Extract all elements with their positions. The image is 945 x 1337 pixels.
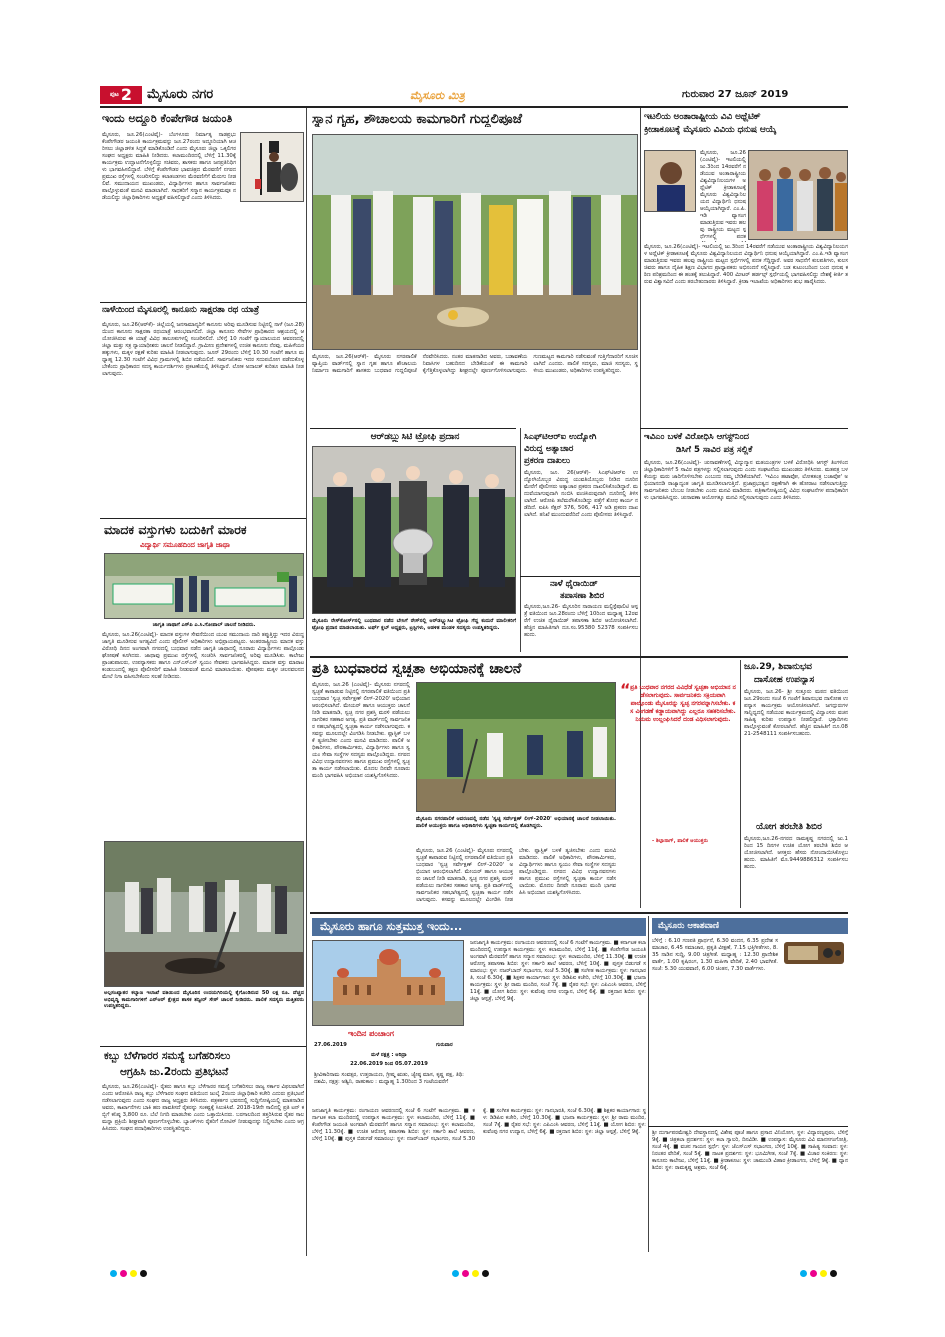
groundbreaking-photo-left	[104, 841, 304, 987]
registration-marks-right	[800, 1270, 860, 1280]
masthead: ಮೈಸೂರು ಮಿತ್ರ	[410, 89, 465, 102]
reg-dot	[810, 1270, 817, 1277]
kempegowda-photo	[240, 132, 304, 202]
italy-photo-group	[748, 150, 848, 240]
reg-dot	[110, 1270, 117, 1277]
italy-headline-1: ಇಟಲಿಯ ಅಂತಾರಾಷ್ಟ್ರೀಯ ವಿವಿ ಅಥ್ಲೆಟಿಕ್	[644, 112, 761, 122]
section-title: ಮೈಸೂರು ನಗರ	[147, 87, 214, 102]
swachhata-body: ಮೈಸೂರು, ಜೂ.26 (ಎಂಟಿವೈ)- ಮೈಸೂರು ನಗರದಲ್ಲಿ ಸ್ವಚ್ಛತೆ ಕಾಪಾಡುವ ನಿಟ್ಟಿನಲ್ಲಿ ನಗರಪಾಲಿಕೆ ವತಿಯಿಂದ ಪ್ರತಿ ಬುಧವಾರ 'ಸ್ವಚ್ಛ ಸರ್ವೇಕ್ಷಣ್ ಲೀಗ್-2020' ಅಭಿಯಾನ ಆರಂಭಿಸಲಾಗಿದೆ. ಮೇಯರ್ ಹಾಗೂ ಆಯುಕ್ತರು ಚಾಲನೆ ನೀಡಿ ಮಾತನಾಡಿ, ಸ್ವಚ್ಛ ನಗರ ಪ್ರಶಸ್ತಿ ಮರಳಿ ಪಡೆಯಲು ನಾಗರಿಕರ ಸಹಕಾರ ಅಗತ್ಯ. ಪ್ರತಿ ವಾರ್ಡ್‌ನಲ್ಲಿ ಸಾರ್ವಜನಿಕರ ಸಹಭಾಗಿತ್ವದಲ್ಲಿ ಸ್ವಚ್ಛತಾ ಕಾರ್ಯ ನಡೆಸಲಾಗುವುದು. ಕಸವನ್ನು ಮೂಲದಲ್ಲೇ ವಿಂಗಡಿಸಿ ನೀಡಬೇಕು. ಪ್ಲಾಸ್ಟಿಕ್ ಬಳಕೆ ತ್ಯಜಿಸಬೇಕು ಎಂದು ಮನವಿ ಮಾಡಿದರು. ಪಾಲಿಕೆ ಅಧಿಕಾರಿಗಳು, ಪೌರಕಾರ್ಮಿಕರು, ವಿದ್ಯಾರ್ಥಿಗಳು ಹಾಗೂ ಸ್ವಯಂ ಸೇವಾ ಸಂಸ್ಥೆಗಳ ಸದಸ್ಯರು ಪಾಲ್ಗೊಂಡಿದ್ದರು. ನಗರದ ವಿವಿಧ ಉದ್ಯಾನವನಗಳು ಹಾಗೂ ಪ್ರಮುಖ ರಸ್ತೆಗಳಲ್ಲಿ ಸ್ವಚ್ಛತಾ ಕಾರ್ಯ ನಡೆಸಲಾಯಿತು. ಮೊದಲ ದಿನವೇ ನೂರಾರು ಮಂದಿ ಭಾಗವಹಿಸಿ ಅಭಿಯಾನ ಯಶಸ್ವಿಗೊಳಿಸಿದರು.	[312, 682, 410, 779]
groundbreaking-caption-left: ಅಲ್ಪಸಂಖ್ಯಾತರ ಕಲ್ಯಾಣ ಇಲಾಖೆ ವತಿಯಿಂದ ಮೈಸೂರಿನ ಉದಯಗಿರಿಯಲ್ಲಿ ಕೈಗೊಂಡಿರುವ 50 ಲಕ್ಷ ರೂ. ವೆಚ್ಚದ ಅಭಿವೃದ್ಧಿ ಕಾಮಗಾರಿಗಳಿಗೆ ಎನ್‌ಆರ್ ಕ್ಷೇತ್ರದ ಶಾಸಕ ತನ್ವೀರ್ ಸೇಠ್ ಚಾಲನೆ ನೀಡಿದರು. ಪಾಲಿಕೆ ಸದಸ್ಯರು ಮತ್ತಿತರರು ಉಪಸ್ಥಿತರಿದ್ದರು.	[104, 990, 304, 1010]
reg-dot	[140, 1270, 147, 1277]
thyroid-headline-1: ನಾಳೆ ಥೈರಾಯಿಡ್	[550, 579, 598, 589]
reg-dot	[830, 1270, 837, 1277]
case-headline-3: ಪ್ರಕರಣ ದಾಖಲು	[524, 456, 571, 466]
swachhata-quote: ಪ್ರತಿ ಬುಧವಾರ ನಗರದ ವಿವಿಧೆಡೆ ಸ್ವಚ್ಛತಾ ಅಭಿಯಾನ ನಡೆಸಲಾಗುವುದು. ಸಾರ್ವಜನಿಕರು ಸಕ್ರಿಯವಾಗಿ ಪಾಲ್ಗೊಂಡು ಮೈಸೂರನ್ನು ಸ್ವಚ್ಛ ನಗರವನ್ನಾಗಿಸಬೇಕು. ಕಸ ವಿಂಗಡಣೆ ಕಡ್ಡಾಯವಾಗಿದ್ದು ಎಲ್ಲರೂ ಸಹಕರಿಸಬೇಕು. ನಿಯಮ ಉಲ್ಲಂಘಿಸಿದರೆ ದಂಡ ವಿಧಿಸಲಾಗುವುದು.	[630, 684, 736, 723]
bottom-right-body: ಶ್ರೀ ದುರ್ಗಾಪರಮೇಶ್ವರಿ ದೇವಸ್ಥಾನದಲ್ಲಿ ವಿಶೇಷ ಪೂಜೆ ಹಾಗೂ ಪ್ರಸಾದ ವಿನಿಯೋಗ, ಸ್ಥಳ: ವಿದ್ಯಾರಣ್ಯಪುರಂ, ಬೆಳಿಗ್ಗೆ 9ಕ್ಕೆ. ■ ಚಿತ್ರಕಲಾ ಪ್ರದರ್ಶನ: ಸ್ಥಳ: ಕಲಾ ಗ್ಯಾಲರಿ, ದಿನವಿಡೀ. ■ ಉಪನ್ಯಾಸ: ಮೈಸೂರು ವಿವಿ ಮಾನಸಗಂಗೋತ್ರಿ, ಸಂಜೆ 4ಕ್ಕೆ. ■ ವಚನ ಗಾಯನ ಸ್ಪರ್ಧೆ: ಸ್ಥಳ: ಜೆಎಸ್‌ಎಸ್ ಸಭಾಂಗಣ, ಬೆಳಿಗ್ಗೆ 10ಕ್ಕೆ. ■ ಸಾಹಿತ್ಯ ಸಂವಾದ: ಸ್ಥಳ: ನಿರಂತರ ವೇದಿಕೆ, ಸಂಜೆ 5ಕ್ಕೆ. ■ ನಾಟಕ ಪ್ರದರ್ಶನ: ಸ್ಥಳ: ಭೂಮಿಗೀತ, ಸಂಜೆ 7ಕ್ಕೆ. ■ ವಿಚಾರ ಸಂಕಿರಣ: ಸ್ಥಳ: ಕಾನೂನು ಕಾಲೇಜು, ಬೆಳಿಗ್ಗೆ 11ಕ್ಕೆ. ■ ಕ್ರೀಡಾಕೂಟ: ಸ್ಥಳ: ಚಾಮುಂಡಿ ವಿಹಾರ ಕ್ರೀಡಾಂಗಣ, ಬೆಳಿಗ್ಗೆ 9ಕ್ಕೆ. ■ ಧ್ಯಾನ ಶಿಬಿರ: ಸ್ಥಳ: ರಾಮಕೃಷ್ಣ ಆಶ್ರಮ, ಸಂಜೆ 6ಕ್ಕೆ.	[652, 1130, 848, 1171]
page-number-box	[100, 86, 142, 104]
snana-body: ಮೈಸೂರು, ಜೂ.26(ಆರ್‌ಕೆ)- ಮೈಸೂರು ನಗರಪಾಲಿಕೆ ವ್ಯಾಪ್ತಿಯ ವಾರ್ಡ್‌ನಲ್ಲಿ ಸ್ನಾನ ಗೃಹ ಹಾಗೂ ಶೌಚಾಲಯ ನಿರ್ಮಾಣ ಕಾಮಗಾರಿಗೆ ಶಾಸಕರು ಬುಧವಾರ ಗುದ್ದಲಿಪೂಜೆ ನೆರವೇರಿಸಿದರು. ನಂತರ ಮಾತನಾಡಿದ ಅವರು, ಬಡಾವಣೆಯ ನಿವಾಸಿಗಳ ಬಹುದಿನದ ಬೇಡಿಕೆಯಂತೆ ಈ ಕಾಮಗಾರಿ ಕೈಗೆತ್ತಿಕೊಳ್ಳಲಾಗಿದ್ದು ಶೀಘ್ರದಲ್ಲೇ ಪೂರ್ಣಗೊಳಿಸಲಾಗುವುದು. ಗುಣಮಟ್ಟದ ಕಾಮಗಾರಿ ನಡೆಸುವಂತೆ ಗುತ್ತಿಗೆದಾರರಿಗೆ ಸೂಚಿಸಲಾಗಿದೆ ಎಂದರು. ಪಾಲಿಕೆ ಸದಸ್ಯರು, ಮಾಜಿ ಸದಸ್ಯರು, ಸ್ಥಳೀಯ ಮುಖಂಡರು, ಅಧಿಕಾರಿಗಳು ಉಪಸ್ಥಿತರಿದ್ದರು.	[312, 354, 638, 374]
thyroid-body: ಮೈಸೂರು,ಜೂ.26- ಮೈಸೂರಿನ ನಾರಾಯಣ ಮಲ್ಟಿಸ್ಪೆಷಾಲಿಟಿ ಆಸ್ಪತ್ರೆ ವತಿಯಿಂದ ಜೂ.28ರಂದು ಬೆಳಿಗ್ಗೆ 10ರಿಂದ ಮಧ್ಯಾಹ್ನ 12ರವರೆಗೆ ಉಚಿತ ಥೈರಾಯಿಡ್ ತಪಾಸಣಾ ಶಿಬಿರ ಆಯೋಜಿಸಲಾಗಿದೆ. ಹೆಚ್ಚಿನ ಮಾಹಿತಿಗಾಗಿ ದೂ.ಸಂ.95380 52378 ಸಂಪರ್ಕಿಸಬಹುದು.	[524, 604, 638, 638]
case-headline-1: ಸಿಎಫ್‌ಟಿಆರ್‌ಐ ಉದ್ಯೋಗಿ	[524, 432, 597, 442]
reg-dot	[820, 1270, 827, 1277]
swachhata-quote-author: - ಶಿಲ್ಪಾನಾಗ್, ಪಾಲಿಕೆ ಆಯುಕ್ತರು	[652, 838, 708, 844]
akashavani-title-box	[652, 918, 848, 934]
italy-body-cont: ಮೈಸೂರು, ಜೂ.26(ಎಂಟಿವೈ)- ಇಟಲಿಯಲ್ಲಿ ಜು.3ರಿಂದ 14ರವರೆಗೆ ನಡೆಯುವ ಅಂತಾರಾಷ್ಟ್ರೀಯ ವಿಶ್ವವಿದ್ಯಾನಿಲಯಗಳ ಅಥ್ಲೆಟಿಕ್ ಕ್ರೀಡಾಕೂಟಕ್ಕೆ ಮೈಸೂರು ವಿಶ್ವವಿದ್ಯಾನಿಲಯದ ವಿದ್ಯಾರ್ಥಿನಿ ಧನುಷ ಆಯ್ಕೆಯಾಗಿದ್ದಾರೆ. ಎಂ.ಪಿ.ಇಡಿ ವ್ಯಾಸಂಗ ಮಾಡುತ್ತಿರುವ ಇವರು ಹಲವು ರಾಷ್ಟ್ರೀಯ ಮಟ್ಟದ ಸ್ಪರ್ಧೆಗಳಲ್ಲಿ ಪದಕ ಗೆದ್ದಿದ್ದಾರೆ. ಅವರ ಸಾಧನೆಗೆ ಕುಲಪತಿಗಳು, ಕುಲಸಚಿವರು ಹಾಗೂ ದೈಹಿಕ ಶಿಕ್ಷಣ ವಿಭಾಗದ ಪ್ರಾಧ್ಯಾಪಕರು ಅಭಿನಂದನೆ ಸಲ್ಲಿಸಿದ್ದಾರೆ. ಬಡ ಕುಟುಂಬದಿಂದ ಬಂದ ಧನುಷ ಕಠಿಣ ಪರಿಶ್ರಮದಿಂದ ಈ ಹಂತಕ್ಕೆ ತಲುಪಿದ್ದಾರೆ. 400 ಮೀಟರ್ ಹರ್ಡಲ್ಸ್ ಸ್ಪರ್ಧೆಯಲ್ಲಿ ಭಾಗವಹಿಸಲಿದ್ದು ದೇಶಕ್ಕೆ ಕೀರ್ತಿ ತರುವ ವಿಶ್ವಾಸವಿದೆ ಎಂದು ತರಬೇತುದಾರರು ತಿಳಿಸಿದ್ದಾರೆ. ಕ್ರೀಡಾ ಇಲಾಖೆಯ ಅಧಿಕಾರಿಗಳು ಶುಭ ಹಾರೈಸಿದರು.	[644, 244, 848, 285]
kanoonu-headline: ನಾಳೆಯಿಂದ ಮೈಸೂರಲ್ಲಿ ಕಾನೂನು ಸಾಕ್ಷರತಾ ರಥ ಯಾತ್ರೆ	[102, 305, 260, 315]
divider-case	[520, 428, 521, 652]
panchanga-nakshatra: ಮಳೆ ನಕ್ಷತ್ರ : ಆರಿದ್ರಾ	[371, 1052, 407, 1058]
maadaka-photo	[104, 553, 304, 619]
panchanga-day: ಗುರುವಾರ	[436, 1042, 453, 1048]
kanoonu-body: ಮೈಸೂರು, ಜೂ.26(ಆರ್‌ಕೆ)- ಜಿಲ್ಲೆಯಲ್ಲಿ ಜನಸಾಮಾನ್ಯರಿಗೆ ಕಾನೂನು ಅರಿವು ಮೂಡಿಸುವ ನಿಟ್ಟಿನಲ್ಲಿ ನಾಳೆ (ಜೂ.28)ಯಿಂದ ಕಾನೂನು ಸಾಕ್ಷರತಾ ರಥಯಾತ್ರೆ ಆರಂಭವಾಗಲಿದೆ. ಜಿಲ್ಲಾ ಕಾನೂನು ಸೇವೆಗಳ ಪ್ರಾಧಿಕಾರದ ಆಶ್ರಯದಲ್ಲಿ ಆಯೋಜಿಸಿರುವ ಈ ಯಾತ್ರೆ ವಿವಿಧ ತಾಲೂಕುಗಳಲ್ಲಿ ಸಂಚರಿಸಲಿದೆ. ಬೆಳಿಗ್ಗೆ 10 ಗಂಟೆಗೆ ನ್ಯಾಯಾಲಯದ ಆವರಣದಲ್ಲಿ ಜಿಲ್ಲಾ ಮತ್ತು ಸತ್ರ ನ್ಯಾಯಾಧೀಶರು ಚಾಲನೆ ನೀಡಲಿದ್ದಾರೆ. ಗ್ರಾಮೀಣ ಪ್ರದೇಶಗಳಲ್ಲಿ ಉಚಿತ ಕಾನೂನು ನೆರವು, ಮಹಿಳೆಯರ ಹಕ್ಕುಗಳು, ಮಕ್ಕಳ ರಕ್ಷಣೆ ಕುರಿತು ಮಾಹಿತಿ ನೀಡಲಾಗುವುದು. ಜೂನ್ 29ರಂದು ಬೆಳಿಗ್ಗೆ 10.30 ಗಂಟೆಗೆ ಹಾಗೂ ಮಧ್ಯಾಹ್ನ 12.30 ಗಂಟೆಗೆ ವಿವಿಧ ಗ್ರಾಮಗಳಲ್ಲಿ ಶಿಬಿರ ನಡೆಯಲಿದೆ. ಸಾರ್ವಜನಿಕರು ಇದರ ಸದುಪಯೋಗ ಪಡೆದುಕೊಳ್ಳಬೇಕೆಂದು ಪ್ರಾಧಿಕಾರದ ಸದಸ್ಯ ಕಾರ್ಯದರ್ಶಿಗಳು ಪ್ರಕಟಣೆಯಲ್ಲಿ ತಿಳಿಸಿದ್ದಾರೆ. ಲೋಕ ಅದಾಲತ್ ಕುರಿತೂ ಮಾಹಿತಿ ನೀಡಲಾಗುವುದು.	[102, 322, 304, 377]
registration-marks-center	[452, 1270, 512, 1280]
yoga-body: ಮೈಸೂರು,ಜೂ.26-ನಗರದ ರಾಮಕೃಷ್ಣ ನಗರದಲ್ಲಿ ಜು.1ರಿಂದ 15 ದಿನಗಳ ಉಚಿತ ಯೋಗ ತರಬೇತಿ ಶಿಬಿರ ಆಯೋಜಿಸಲಾಗಿದೆ. ಆಸಕ್ತರು ಹೆಸರು ನೋಂದಾಯಿಸಿಕೊಳ್ಳಬಹುದು. ಮಾಹಿತಿಗೆ ಮೊ.9449886312 ಸಂಪರ್ಕಿಸಬಹುದು.	[744, 836, 848, 870]
reg-dot	[130, 1270, 137, 1277]
radio-icon	[782, 938, 846, 966]
divider-evm	[640, 428, 848, 429]
swachhata-photo	[416, 682, 616, 812]
divider-trophy	[310, 428, 516, 429]
thyroid-headline-2: ತಪಾಸಣಾ ಶಿಬಿರ	[560, 591, 605, 601]
header-rule	[100, 106, 848, 108]
snana-headline: ಸ್ನಾನ ಗೃಹ, ಶೌಚಾಲಯ ಕಾಮಗಾರಿಗೆ ಗುದ್ದಲಿಪೂಜೆ	[312, 112, 522, 127]
maadaka-headline: ಮಾದಕ ವಸ್ತುಗಳು ಬದುಕಿಗೆ ಮಾರಕ	[104, 522, 247, 537]
reg-dot	[120, 1270, 127, 1277]
palace-photo	[312, 940, 464, 1026]
reg-dot	[472, 1270, 479, 1277]
reg-dot	[462, 1270, 469, 1277]
reg-dot	[482, 1270, 489, 1277]
swachhata-headline: ಪ್ರತಿ ಬುಧವಾರದ ಸ್ವಚ್ಛತಾ ಅಭಿಯಾನಕ್ಕೆ ಚಾಲನೆ	[312, 661, 522, 677]
italy-headline-2: ಕ್ರೀಡಾಕೂಟಕ್ಕೆ ಮೈಸೂರು ವಿವಿಯ ಧನುಷ ಆಯ್ಕೆ	[644, 125, 777, 135]
maadaka-subhead: ವಿದ್ಯಾರ್ಥಿ ಸಮೂಹದಿಂದ ಜಾಗೃತಿ ಜಾಥಾ	[140, 541, 230, 549]
akashavani-title: ಮೈಸೂರು ಆಕಾಶವಾಣಿ	[658, 921, 719, 931]
divider-maadaka	[100, 518, 306, 519]
panchanga-period: 22.06.2019 ರಿಂದ 05.07.2019	[350, 1061, 428, 1067]
newspaper-page	[100, 86, 848, 1256]
maadaka-caption: ಜಾಗೃತಿ ಜಾಥಾಗೆ ಎಸ್‌ಪಿ ಎ.ಸಿ.ಗೋಪಾಲ್ ಚಾಲನೆ ನೀಡಿದರು.	[152, 622, 256, 628]
divider-kanoonu	[100, 302, 306, 303]
panchanga-body: ಶ್ರೀವಿಕಾರಿನಾಮ ಸಂವತ್ಸರ, ಉತ್ತರಾಯಣ, ಗ್ರೀಷ್ಮ ಋತು, ಜ್ಯೇಷ್ಠ ಮಾಸ, ಕೃಷ್ಣ ಪಕ್ಷ, ತಿಥಿ: ದಶಮಿ, ನಕ್ಷತ್ರ: ಅಶ್ವಿನಿ, ರಾಹುಕಾಲ : ಮಧ್ಯಾಹ್ನ 1.30ರಿಂದ 3 ಗಂಟೆಯವರೆಗೆ	[314, 1072, 464, 1085]
divider-kabbu	[100, 1046, 306, 1047]
page-label: ಪುಟ	[110, 91, 119, 98]
reg-dot	[800, 1270, 807, 1277]
panchanga-date: 27.06.2019	[314, 1042, 347, 1048]
kabbu-body: ಮೈಸೂರು, ಜೂ.26(ಎಂಟಿವೈ)- ರೈತರು ಹಾಗೂ ಕಬ್ಬು ಬೆಳೆಗಾರರ ಸಮಸ್ಯೆ ಬಗೆಹರಿಸಲು ರಾಜ್ಯ ಸರ್ಕಾರ ವಿಫಲವಾಗಿದೆ ಎಂದು ಆರೋಪಿಸಿ ರಾಜ್ಯ ಕಬ್ಬು ಬೆಳೆಗಾರರ ಸಂಘದ ವತಿಯಿಂದ ಜುಲೈ 2ರಂದು ಜಿಲ್ಲಾಧಿಕಾರಿ ಕಚೇರಿ ಎದುರು ಪ್ರತಿಭಟನೆ ನಡೆಸಲಾಗುವುದು ಎಂದು ಸಂಘದ ರಾಜ್ಯ ಅಧ್ಯಕ್ಷರು ತಿಳಿಸಿದರು. ಪತ್ರಕರ್ತರ ಭವನದಲ್ಲಿ ಸುದ್ದಿಗೋಷ್ಠಿಯಲ್ಲಿ ಮಾತನಾಡಿದ ಅವರು, ಕಾರ್ಖಾನೆಗಳು ಬಾಕಿ ಹಣ ಪಾವತಿಸದೆ ರೈತರನ್ನು ಸಂಕಷ್ಟಕ್ಕೆ ಸಿಲುಕಿಸಿವೆ. 2018-19ನೇ ಸಾಲಿನಲ್ಲಿ ಪ್ರತಿ ಟನ್ ಕಬ್ಬಿಗೆ ಕನಿಷ್ಠ 3,800 ರೂ. ಬೆಲೆ ನಿಗದಿ ಮಾಡಬೇಕು ಎಂದು ಒತ್ತಾಯಿಸಿದರು. ಬರಗಾಲದಿಂದ ತತ್ತರಿಸಿರುವ ರೈತರ ಸಾಲ ಮನ್ನಾ ಪ್ರಕ್ರಿಯೆ ಶೀಘ್ರವಾಗಿ ಪೂರ್ಣಗೊಳ್ಳಬೇಕು. ಬ್ಯಾಂಕ್‌ಗಳು ರೈತರಿಗೆ ನೋಟಿಸ್ ನೀಡುವುದನ್ನು ನಿಲ್ಲಿಸಬೇಕು ಎಂದು ಆಗ್ರಹಿಸಿದರು. ಸಂಘದ ಪದಾಧಿಕಾರಿಗಳು ಉಪಸ್ಥಿತರಿದ್ದರು.	[102, 1084, 304, 1132]
col-divider-left	[306, 108, 307, 1256]
page-number: 2	[120, 85, 132, 104]
indu-banner-text: ಮೈಸೂರು ಹಾಗೂ ಸುತ್ತಮುತ್ತ ಇಂದು...	[320, 920, 463, 933]
snana-photo	[312, 134, 638, 350]
quote-mark: “	[620, 680, 631, 699]
case-body: ಮೈಸೂರು, ಜೂ. 26(ಆರ್‌ಕೆ)- ಸಿಎಫ್‌ಟಿಆರ್‌ಐ ಉದ್ಯೋಗಿಯೊಬ್ಬರ ವಿರುದ್ಧ ಯುವತಿಯೊಬ್ಬರು ನೀಡಿದ ದೂರಿನ ಮೇರೆಗೆ ಪೊಲೀಸರು ಅತ್ಯಾಚಾರ ಪ್ರಕರಣ ದಾಖಲಿಸಿಕೊಂಡಿದ್ದಾರೆ. ಮದುವೆಯಾಗುವುದಾಗಿ ನಂಬಿಸಿ ವಂಚಿಸಿರುವುದಾಗಿ ದೂರಿನಲ್ಲಿ ತಿಳಿಸಲಾಗಿದೆ. ಆರೋಪಿ ತಲೆಮರೆಸಿಕೊಂಡಿದ್ದು ಪತ್ತೆಗೆ ಶೋಧ ಕಾರ್ಯ ನಡೆದಿದೆ. ಐಪಿಸಿ ಸೆಕ್ಷನ್ 376, 506, 417 ಅಡಿ ಪ್ರಕರಣ ದಾಖಲಾಗಿದೆ. ತನಿಖೆ ಮುಂದುವರೆದಿದೆ ಎಂದು ಪೊಲೀಸರು ತಿಳಿಸಿದ್ದಾರೆ.	[524, 470, 638, 518]
trophy-photo	[312, 446, 516, 614]
yoga-headline: ಯೋಗ ತರಬೇತಿ ಶಿಬಿರ	[756, 822, 822, 832]
evm-body: ಮೈಸೂರು, ಜೂ.26(ಎಂಟಿವೈ)- ಚುನಾವಣೆಗಳಲ್ಲಿ ವಿದ್ಯುನ್ಮಾನ ಮತಯಂತ್ರಗಳ ಬಳಕೆ ವಿರೋಧಿಸಿ ಆಗಸ್ಟ್ ತಿಂಗಳಿಂದ ಜಿಲ್ಲಾಧಿಕಾರಿಗಳಿಗೆ 5 ಸಾವಿರ ಪತ್ರಗಳನ್ನು ಸಲ್ಲಿಸಲಾಗುವುದು ಎಂದು ಸಂಘಟನೆಯ ಮುಖಂಡರು ತಿಳಿಸಿದರು. ಮತಪತ್ರ ಬಳಕೆಯನ್ನು ಮರು ಜಾರಿಗೊಳಿಸಬೇಕು ಎಂಬುದು ನಮ್ಮ ಬೇಡಿಕೆಯಾಗಿದೆ. 'ಇವಿಎಂ ಹಟಾವೋ, ಲೋಕತಂತ್ರ ಬಚಾವೋ' ಅಭಿಯಾನದಡಿ ರಾಜ್ಯಾದ್ಯಂತ ಜಾಗೃತಿ ಮೂಡಿಸಲಾಗುತ್ತಿದೆ. ಪ್ರಜಾಪ್ರಭುತ್ವದ ರಕ್ಷಣೆಗಾಗಿ ಈ ಹೋರಾಟ ನಡೆಸಲಾಗುತ್ತಿದ್ದು ಸಾರ್ವಜನಿಕರು ಬೆಂಬಲ ನೀಡಬೇಕು ಎಂದು ಮನವಿ ಮಾಡಿದರು. ಪತ್ರಿಕಾಗೋಷ್ಠಿಯಲ್ಲಿ ವಿವಿಧ ಸಂಘಟನೆಗಳ ಪದಾಧಿಕಾರಿಗಳು ಭಾಗವಹಿಸಿದ್ದರು. ಚುನಾವಣಾ ಆಯೋಗಕ್ಕೂ ಮನವಿ ಸಲ್ಲಿಸಲಾಗುವುದು ಎಂದು ತಿಳಿಸಿದರು.	[644, 460, 848, 501]
trophy-headline: ಆರ್‌ಡಬ್ಲ್ಯುಸಿಟಿ ಟ್ರೋಫಿ ಪ್ರದಾನ	[370, 432, 460, 442]
akashavani-body: ಬೆಳಿಗ್ಗೆ : 6.10 ಗಣಪತಿ ಪ್ರಾರ್ಥನೆ, 6.30 ವಂದನ, 6.35 ಪ್ರದೇಶ ಸಮಾಚಾರ, 6.45 ಸಮಾಚಾರ, ಪ್ರಕೃತಿ ವೀಕ್ಷಣೆ, 7.15 ಭಕ್ತಿಗೀತೆಗಳು, 8.35 ನಾಡಿನ ಸುದ್ದಿ, 9.00 ಚಿತ್ರಗೀತೆ. ಮಧ್ಯಾಹ್ನ : 12.30 ಪ್ರಾದೇಶಿಕ ವಾರ್ತೆ, 1.00 ಕೃಷಿರಂಗ, 1.30 ಮಹಿಳಾ ವೇದಿಕೆ, 2.40 ಭಾವಗೀತೆ. ಸಂಜೆ: 5.30 ಯುವವಾಣಿ, 6.00 ಚಿಂತನ, 7.30 ವಾರ್ತೆಗಳು.	[652, 938, 778, 972]
divider-thyroid	[520, 576, 640, 577]
divider-akashavani	[648, 916, 649, 1252]
kabbu-headline-2: ಆಗ್ರಹಿಸಿ ಜು.2ರಂದು ಪ್ರತಿಭಟನೆ	[120, 1066, 229, 1078]
swachhata-caption: ಮೈಸೂರು ನಗರಪಾಲಿಕೆ ಆವರಣದಲ್ಲಿ ನಡೆದ 'ಸ್ವಚ್ಛ ಸರ್ವೇಕ್ಷಣ್ ಲೀಗ್-2020' ಅಭಿಯಾನಕ್ಕೆ ಚಾಲನೆ ನೀಡಲಾಯಿತು. ಪಾಲಿಕೆ ಆಯುಕ್ತರು ಹಾಗೂ ಅಧಿಕಾರಿಗಳು ಸ್ವಚ್ಛತಾ ಕಾರ್ಯದಲ್ಲಿ ತೊಡಗಿದ್ದರು.	[416, 816, 616, 829]
kempegowda-body-1: ಮೈಸೂರು, ಜೂ.26(ಎಂಟಿವೈ)- ಬೆಂಗಳೂರು ನಿರ್ಮಾತೃ ನಾಡಪ್ರಭು ಕೆಂಪೇಗೌಡರ ಜಯಂತಿ ಕಾರ್ಯಕ್ರಮವನ್ನು ಜೂ.27ರಂದು ಅದ್ದೂರಿಯಾಗಿ ಆಚರಿಸಲು ಜಿಲ್ಲಾಡಳಿತ ಸಿದ್ಧತೆ ಮಾಡಿಕೊಂಡಿದೆ ಎಂದು ಮೈಸೂರು ಜಿಲ್ಲಾ ಒಕ್ಕಲಿಗರ ಸಂಘದ ಅಧ್ಯಕ್ಷರು ಮಾಹಿತಿ ನೀಡಿದರು. ಕಲಾಮಂದಿರದಲ್ಲಿ ಬೆಳಿಗ್ಗೆ 11.30ಕ್ಕೆ ಕಾರ್ಯಕ್ರಮ ಉದ್ಘಾಟನೆಗೊಳ್ಳಲಿದ್ದು ಸಚಿವರು, ಶಾಸಕರು ಹಾಗೂ ಜನಪ್ರತಿನಿಧಿಗಳು ಭಾಗವಹಿಸಲಿದ್ದಾರೆ. ಬೆಳಿಗ್ಗೆ ಕೆಂಪೇಗೌಡರ ಭಾವಚಿತ್ರದ ಮೆರವಣಿಗೆ ನಗರದ ಪ್ರಮುಖ ರಸ್ತೆಗಳಲ್ಲಿ ಸಂಚರಿಸಲಿದ್ದು ಕಲಾತಂಡಗಳು ಮೆರವಣಿಗೆಗೆ ಮೆರುಗು ನೀಡಲಿವೆ. ಸಮುದಾಯದ ಮುಖಂಡರು, ವಿದ್ಯಾರ್ಥಿಗಳು ಹಾಗೂ ಸಾರ್ವಜನಿಕರು ಪಾಲ್ಗೊಳ್ಳುವಂತೆ ಮನವಿ ಮಾಡಲಾಗಿದೆ. ಸಾಧಕರಿಗೆ ಸನ್ಮಾನ ಕಾರ್ಯಕ್ರಮವೂ ನಡೆಯಲಿದ್ದು ಜಿಲ್ಲಾಧಿಕಾರಿಗಳು ಅಧ್ಯಕ್ಷತೆ ವಹಿಸಲಿದ್ದಾರೆ ಎಂದು ತಿಳಿಸಿದರು.	[102, 132, 236, 201]
maadaka-body: ಮೈಸೂರು, ಜೂ.26(ಎಂಟಿವೈ)- ಮಾದಕ ವಸ್ತುಗಳ ಸೇವನೆಯಿಂದ ಯುವ ಸಮುದಾಯ ದಾರಿ ತಪ್ಪುತ್ತಿದ್ದು ಇದರ ವಿರುದ್ಧ ಜಾಗೃತಿ ಮೂಡಿಸುವ ಅಗತ್ಯವಿದೆ ಎಂದು ಪೊಲೀಸ್ ಅಧಿಕಾರಿಗಳು ಅಭಿಪ್ರಾಯಪಟ್ಟರು. ಅಂತರರಾಷ್ಟ್ರೀಯ ಮಾದಕ ವಸ್ತು ವಿರೋಧಿ ದಿನದ ಅಂಗವಾಗಿ ನಗರದಲ್ಲಿ ಬುಧವಾರ ನಡೆದ ಜಾಗೃತಿ ಜಾಥಾದಲ್ಲಿ ನೂರಾರು ವಿದ್ಯಾರ್ಥಿಗಳು ಪಾಲ್ಗೊಂಡು ಘೋಷಣೆ ಕೂಗಿದರು. ಜಾಥಾವು ಪ್ರಮುಖ ರಸ್ತೆಗಳಲ್ಲಿ ಸಂಚರಿಸಿ ಸಾರ್ವಜನಿಕರಲ್ಲಿ ಅರಿವು ಮೂಡಿಸಿತು. ಕಾಲೇಜು ಪ್ರಾಂಶುಪಾಲರು, ಉಪನ್ಯಾಸಕರು ಹಾಗೂ ಎನ್‌ಎಸ್‌ಎಸ್ ಸ್ವಯಂ ಸೇವಕರು ಭಾಗವಹಿಸಿದ್ದರು. ಮಾದಕ ವಸ್ತು ಮಾರಾಟ ಕಂಡುಬಂದಲ್ಲಿ ತಕ್ಷಣ ಪೊಲೀಸರಿಗೆ ಮಾಹಿತಿ ನೀಡುವಂತೆ ಮನವಿ ಮಾಡಲಾಯಿತು. ಪೋಷಕರು ಮಕ್ಕಳ ಚಲನವಲನದ ಮೇಲೆ ನಿಗಾ ವಹಿಸಬೇಕೆಂದು ಸಲಹೆ ನೀಡಿದರು.	[102, 632, 304, 680]
italy-photo-portrait	[644, 150, 696, 212]
registration-marks-left	[110, 1270, 170, 1280]
dasoha-headline-1: ಜೂ.29, ಶಿವಾನುಭವ	[744, 662, 812, 672]
divider-dasoha	[740, 660, 741, 908]
divider-bottom	[310, 912, 848, 914]
issue-date: ಗುರುವಾರ 27 ಜೂನ್ 2019	[682, 89, 789, 100]
reg-dot	[452, 1270, 459, 1277]
swachhata-body-2: ಮೈಸೂರು, ಜೂ.26 (ಎಂಟಿವೈ)- ಮೈಸೂರು ನಗರದಲ್ಲಿ ಸ್ವಚ್ಛತೆ ಕಾಪಾಡುವ ನಿಟ್ಟಿನಲ್ಲಿ ನಗರಪಾಲಿಕೆ ವತಿಯಿಂದ ಪ್ರತಿ ಬುಧವಾರ 'ಸ್ವಚ್ಛ ಸರ್ವೇಕ್ಷಣ್ ಲೀಗ್-2020' ಅಭಿಯಾನ ಆರಂಭಿಸಲಾಗಿದೆ. ಮೇಯರ್ ಹಾಗೂ ಆಯುಕ್ತರು ಚಾಲನೆ ನೀಡಿ ಮಾತನಾಡಿ, ಸ್ವಚ್ಛ ನಗರ ಪ್ರಶಸ್ತಿ ಮರಳಿ ಪಡೆಯಲು ನಾಗರಿಕರ ಸಹಕಾರ ಅಗತ್ಯ. ಪ್ರತಿ ವಾರ್ಡ್‌ನಲ್ಲಿ ಸಾರ್ವಜನಿಕರ ಸಹಭಾಗಿತ್ವದಲ್ಲಿ ಸ್ವಚ್ಛತಾ ಕಾರ್ಯ ನಡೆಸಲಾಗುವುದು. ಕಸವನ್ನು ಮೂಲದಲ್ಲೇ ವಿಂಗಡಿಸಿ ನೀಡಬೇಕು. ಪ್ಲಾಸ್ಟಿಕ್ ಬಳಕೆ ತ್ಯಜಿಸಬೇಕು ಎಂದು ಮನವಿ ಮಾಡಿದರು. ಪಾಲಿಕೆ ಅಧಿಕಾರಿಗಳು, ಪೌರಕಾರ್ಮಿಕರು, ವಿದ್ಯಾರ್ಥಿಗಳು ಹಾಗೂ ಸ್ವಯಂ ಸೇವಾ ಸಂಸ್ಥೆಗಳ ಸದಸ್ಯರು ಪಾಲ್ಗೊಂಡಿದ್ದರು. ನಗರದ ವಿವಿಧ ಉದ್ಯಾನವನಗಳು ಹಾಗೂ ಪ್ರಮುಖ ರಸ್ತೆಗಳಲ್ಲಿ ಸ್ವಚ್ಛತಾ ಕಾರ್ಯ ನಡೆಸಲಾಯಿತು. ಮೊದಲ ದಿನವೇ ನೂರಾರು ಮಂದಿ ಭಾಗವಹಿಸಿ ಅಭಿಯಾನ ಯಶಸ್ವಿಗೊಳಿಸಿದರು.	[416, 848, 616, 903]
indu-banner	[312, 918, 646, 936]
trophy-caption: ಮೈಸೂರು ರೇಸ್‌ಕೋರ್ಸ್‌ನಲ್ಲಿ ಬುಧವಾರ ನಡೆದ ಬೇಸಿಗೆ ರೇಸ್‌ನಲ್ಲಿ ಆರ್‌ಡಬ್ಲ್ಯುಸಿಟಿ ಟ್ರೋಫಿ ಗೆದ್ದ ಕುದುರೆ ಮಾಲೀಕರಿಗೆ ಟ್ರೋಫಿ ಪ್ರದಾನ ಮಾಡಲಾಯಿತು. ಟರ್ಫ್ ಕ್ಲಬ್ ಅಧ್ಯಕ್ಷರು, ಟ್ರಸ್ಟಿಗಳು, ಆಡಳಿತ ಮಂಡಳಿ ಸದಸ್ಯರು ಉಪಸ್ಥಿತರಿದ್ದರು.	[312, 618, 516, 631]
indu-body: ಜನಜಾಗೃತಿ ಕಾರ್ಯಕ್ರಮ: ರಂಗಾಯಣ ಆವರಣದಲ್ಲಿ ಸಂಜೆ 6 ಗಂಟೆಗೆ ಕಾರ್ಯಕ್ರಮ. ■ ಕರ್ನಾಟಕ ಕಲಾ ಮಂದಿರದಲ್ಲಿ ಉಪನ್ಯಾಸ ಕಾರ್ಯಕ್ರಮ: ಸ್ಥಳ: ಕಲಾಮಂದಿರ, ಬೆಳಿಗ್ಗೆ 11ಕ್ಕೆ. ■ ಕೆಂಪೇಗೌಡ ಜಯಂತಿ ಅಂಗವಾಗಿ ಮೆರವಣಿಗೆ ಹಾಗೂ ಸನ್ಮಾನ ಸಮಾರಂಭ: ಸ್ಥಳ: ಕಲಾಮಂದಿರ, ಬೆಳಿಗ್ಗೆ 11.30ಕ್ಕೆ. ■ ಉಚಿತ ಆರೋಗ್ಯ ತಪಾಸಣಾ ಶಿಬಿರ: ಸ್ಥಳ: ಸರ್ಕಾರಿ ಶಾಲೆ ಆವರಣ, ಬೆಳಿಗ್ಗೆ 10ಕ್ಕೆ. ■ ಪುಸ್ತಕ ಬಿಡುಗಡೆ ಸಮಾರಂಭ: ಸ್ಥಳ: ನಜರ್‌ಬಾದ್ ಸಭಾಂಗಣ, ಸಂಜೆ 5.30ಕ್ಕೆ. ■ ಸಂಗೀತ ಕಾರ್ಯಕ್ರಮ: ಸ್ಥಳ: ಗಾನಭಾರತಿ, ಸಂಜೆ 6.30ಕ್ಕೆ. ■ ಶಿಕ್ಷಕರ ಕಾರ್ಯಾಗಾರ: ಸ್ಥಳ: ಡಿಡಿಪಿಐ ಕಚೇರಿ, ಬೆಳಿಗ್ಗೆ 10.30ಕ್ಕೆ. ■ ಭಜನಾ ಕಾರ್ಯಕ್ರಮ: ಸ್ಥಳ: ಶ್ರೀ ರಾಮ ಮಂದಿರ, ಸಂಜೆ 7ಕ್ಕೆ. ■ ರೈತರ ಸಭೆ: ಸ್ಥಳ: ಎಪಿಎಂಸಿ ಆವರಣ, ಬೆಳಿಗ್ಗೆ 11ಕ್ಕೆ. ■ ಯೋಗ ಶಿಬಿರ: ಸ್ಥಳ: ಕುವೆಂಪು ನಗರ ಉದ್ಯಾನ, ಬೆಳಿಗ್ಗೆ 6ಕ್ಕೆ. ■ ರಕ್ತದಾನ ಶಿಬಿರ: ಸ್ಥಳ: ಜಿಲ್ಲಾ ಆಸ್ಪತ್ರೆ, ಬೆಳಿಗ್ಗೆ 9ಕ್ಕೆ.	[470, 940, 646, 1002]
divider-swachhata	[310, 656, 848, 658]
divider-bottom-right	[648, 1126, 848, 1127]
dasoha-body: ಮೈಸೂರು, ಜೂ.26- ಶ್ರೀ ಸುತ್ತೂರು ಮಠದ ವತಿಯಿಂದ ಜೂ.29ರಂದು ಸಂಜೆ 6 ಗಂಟೆಗೆ ಶಿವಾನುಭವ ದಾಸೋಹ ಉಪನ್ಯಾಸ ಕಾರ್ಯಕ್ರಮ ಆಯೋಜಿಸಲಾಗಿದೆ. ಜಗದ್ಗುರುಗಳ ಸಾನ್ನಿಧ್ಯದಲ್ಲಿ ನಡೆಯುವ ಕಾರ್ಯಕ್ರಮದಲ್ಲಿ ವಿದ್ವಾಂಸರು ವಚನ ಸಾಹಿತ್ಯ ಕುರಿತು ಉಪನ್ಯಾಸ ನೀಡಲಿದ್ದಾರೆ. ಭಕ್ತಾದಿಗಳು ಪಾಲ್ಗೊಳ್ಳುವಂತೆ ಕೋರಲಾಗಿದೆ. ಹೆಚ್ಚಿನ ಮಾಹಿತಿಗೆ ದೂ.0821-2548111 ಸಂಪರ್ಕಿಸಬಹುದು.	[744, 689, 848, 737]
kabbu-headline-1: ಕಬ್ಬು ಬೆಳೆಗಾರರ ಸಮಸ್ಯೆ ಬಗೆಹರಿಸಲು	[104, 1050, 231, 1062]
case-headline-2: ವಿರುದ್ಧ ಅತ್ಯಾಚಾರ	[524, 444, 574, 454]
dasoha-headline-2: ದಾಸೋಹ ಉಪನ್ಯಾಸ	[754, 675, 815, 685]
kempegowda-headline: ಇಂದು ಅದ್ದೂರಿ ಕೆಂಪೇಗೌಡ ಜಯಂತಿ	[102, 112, 233, 125]
evm-headline-2: ಡಿಸಿಗೆ 5 ಸಾವಿರ ಪತ್ರ ಸಲ್ಲಿಕೆ	[676, 445, 753, 455]
swachhata-quote-box	[620, 682, 738, 908]
italy-body: ಮೈಸೂರು, ಜೂ.26(ಎಂಟಿವೈ)- ಇಟಲಿಯಲ್ಲಿ ಜು.3ರಿಂದ 14ರವರೆಗೆ ನಡೆಯುವ ಅಂತಾರಾಷ್ಟ್ರೀಯ ವಿಶ್ವವಿದ್ಯಾನಿಲಯಗಳ ಅಥ್ಲೆಟಿಕ್ ಕ್ರೀಡಾಕೂಟಕ್ಕೆ ಮೈಸೂರು ವಿಶ್ವವಿದ್ಯಾನಿಲಯದ ವಿದ್ಯಾರ್ಥಿನಿ ಧನುಷ ಆಯ್ಕೆಯಾಗಿದ್ದಾರೆ. ಎಂ.ಪಿ.ಇಡಿ ವ್ಯಾಸಂಗ ಮಾಡುತ್ತಿರುವ ಇವರು ಹಲವು ರಾಷ್ಟ್ರೀಯ ಮಟ್ಟದ ಸ್ಪರ್ಧೆಗಳಲ್ಲಿ ಪದಕ	[700, 150, 746, 240]
panchanga-title: ಇಂದಿನ ಪಂಚಾಂಗ	[348, 1029, 394, 1038]
evm-headline-1: ಇವಿಎಂ ಬಳಕೆ ವಿರೋಧಿಸಿ ಆಗಸ್ಟ್‌ನಿಂದ	[644, 432, 750, 442]
indu-body-lower: ಜನಜಾಗೃತಿ ಕಾರ್ಯಕ್ರಮ: ರಂಗಾಯಣ ಆವರಣದಲ್ಲಿ ಸಂಜೆ 6 ಗಂಟೆಗೆ ಕಾರ್ಯಕ್ರಮ. ■ ಕರ್ನಾಟಕ ಕಲಾ ಮಂದಿರದಲ್ಲಿ ಉಪನ್ಯಾಸ ಕಾರ್ಯಕ್ರಮ: ಸ್ಥಳ: ಕಲಾಮಂದಿರ, ಬೆಳಿಗ್ಗೆ 11ಕ್ಕೆ. ■ ಕೆಂಪೇಗೌಡ ಜಯಂತಿ ಅಂಗವಾಗಿ ಮೆರವಣಿಗೆ ಹಾಗೂ ಸನ್ಮಾನ ಸಮಾರಂಭ: ಸ್ಥಳ: ಕಲಾಮಂದಿರ, ಬೆಳಿಗ್ಗೆ 11.30ಕ್ಕೆ. ■ ಉಚಿತ ಆರೋಗ್ಯ ತಪಾಸಣಾ ಶಿಬಿರ: ಸ್ಥಳ: ಸರ್ಕಾರಿ ಶಾಲೆ ಆವರಣ, ಬೆಳಿಗ್ಗೆ 10ಕ್ಕೆ. ■ ಪುಸ್ತಕ ಬಿಡುಗಡೆ ಸಮಾರಂಭ: ಸ್ಥಳ: ನಜರ್‌ಬಾದ್ ಸಭಾಂಗಣ, ಸಂಜೆ 5.30ಕ್ಕೆ. ■ ಸಂಗೀತ ಕಾರ್ಯಕ್ರಮ: ಸ್ಥಳ: ಗಾನಭಾರತಿ, ಸಂಜೆ 6.30ಕ್ಕೆ. ■ ಶಿಕ್ಷಕರ ಕಾರ್ಯಾಗಾರ: ಸ್ಥಳ: ಡಿಡಿಪಿಐ ಕಚೇರಿ, ಬೆಳಿಗ್ಗೆ 10.30ಕ್ಕೆ. ■ ಭಜನಾ ಕಾರ್ಯಕ್ರಮ: ಸ್ಥಳ: ಶ್ರೀ ರಾಮ ಮಂದಿರ, ಸಂಜೆ 7ಕ್ಕೆ. ■ ರೈತರ ಸಭೆ: ಸ್ಥಳ: ಎಪಿಎಂಸಿ ಆವರಣ, ಬೆಳಿಗ್ಗೆ 11ಕ್ಕೆ. ■ ಯೋಗ ಶಿಬಿರ: ಸ್ಥಳ: ಕುವೆಂಪು ನಗರ ಉದ್ಯಾನ, ಬೆಳಿಗ್ಗೆ 6ಕ್ಕೆ. ■ ರಕ್ತದಾನ ಶಿಬಿರ: ಸ್ಥಳ: ಜಿಲ್ಲಾ ಆಸ್ಪತ್ರೆ, ಬೆಳಿಗ್ಗೆ 9ಕ್ಕೆ.	[312, 1108, 646, 1142]
